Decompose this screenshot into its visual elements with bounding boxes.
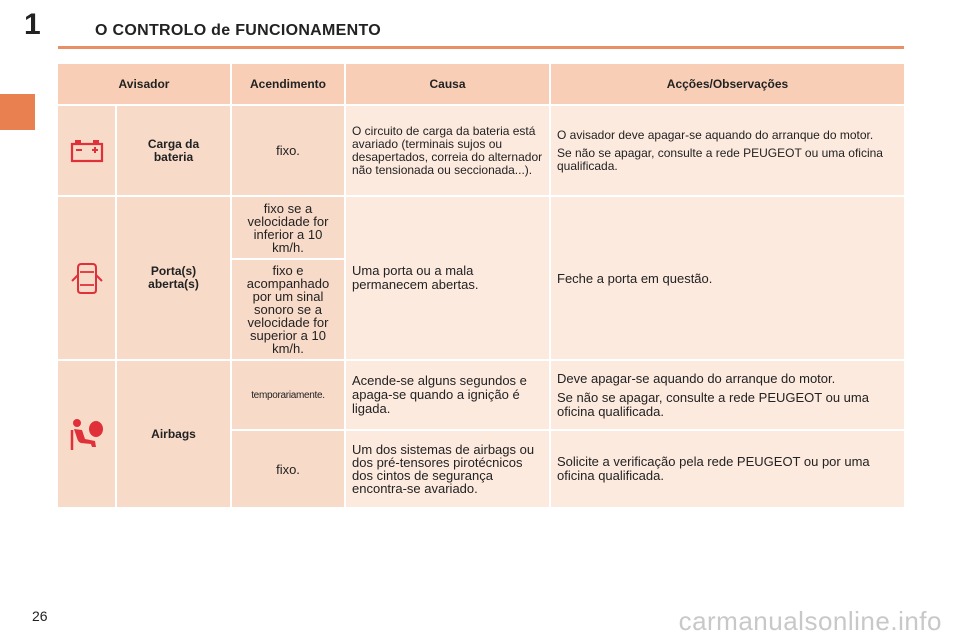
open-door-icon	[70, 261, 104, 295]
lighting-airbags-temporary: temporariamente.	[232, 361, 344, 429]
header-rule	[58, 46, 904, 49]
action-text: Deve apagar-se aquando do arranque do motor.	[557, 370, 836, 386]
table-row-door-icon-cell	[58, 197, 115, 359]
lighting-airbags-fixed: fixo.	[232, 431, 344, 507]
cause-doors: Uma porta ou a mala permanecem abertas.	[346, 197, 549, 359]
airbag-icon	[69, 417, 105, 451]
lighting-battery: fixo.	[232, 106, 344, 195]
actions-battery	[551, 106, 904, 195]
watermark: carmanualsonline.info	[678, 606, 942, 636]
chapter-side-tab	[0, 94, 35, 130]
cause-battery: O circuito de carga da bateria está avariado (terminais sujos ou desapertados, correia do alternador não tensionada ou seccionada...).	[346, 106, 549, 195]
lighting-doors-low-speed: fixo se a velocidade for inferior a 10 km/h.	[232, 197, 344, 258]
page-number: 26	[32, 608, 48, 624]
table-row-airbag-icon-cell	[58, 361, 115, 507]
column-header-causa: Causa	[346, 64, 549, 104]
action-text: Se não se apagar, consulte a rede PEUGEOT ou uma oficina qualificada.	[557, 145, 883, 173]
column-header-avisador: Avisador	[58, 64, 230, 104]
cause-airbags-fixed: Um dos sistemas de airbags ou dos pré-tensores pirotécnicos dos cintos de segurança encontra-se avariado.	[346, 431, 549, 507]
lighting-doors-high-speed: fixo e acompanhado por um sinal sonoro se a velocidade for superior a 10 km/h.	[232, 260, 344, 359]
action-text: O avisador deve apagar-se aquando do arranque do motor.	[557, 127, 874, 142]
action-text: Solicite a verificação pela rede PEUGEOT ou por uma oficina qualificada.	[557, 454, 870, 483]
actions-airbags-fixed	[551, 431, 904, 507]
warning-name-doors: Porta(s) aberta(s)	[117, 197, 230, 359]
action-text: Feche a porta em questão.	[557, 270, 713, 286]
table-row-battery-icon-cell	[58, 106, 115, 195]
column-header-acendimento: Acendimento	[232, 64, 344, 104]
chapter-number: 1	[24, 8, 41, 41]
chapter-title: O CONTROLO de FUNCIONAMENTO	[95, 22, 382, 39]
warning-name-airbags: Airbags	[117, 361, 230, 507]
column-header-accoes: Acções/Observações	[551, 64, 904, 104]
cause-airbags-temporary: Acende-se alguns segundos e apaga-se quando a ignição é ligada.	[346, 361, 549, 429]
actions-doors	[551, 197, 904, 359]
warning-name-battery: Carga da bateria	[117, 106, 230, 195]
battery-icon	[70, 139, 104, 163]
actions-airbags-temporary	[551, 361, 904, 429]
action-text: Se não se apagar, consulte a rede PEUGEOT ou uma oficina qualificada.	[557, 389, 869, 419]
